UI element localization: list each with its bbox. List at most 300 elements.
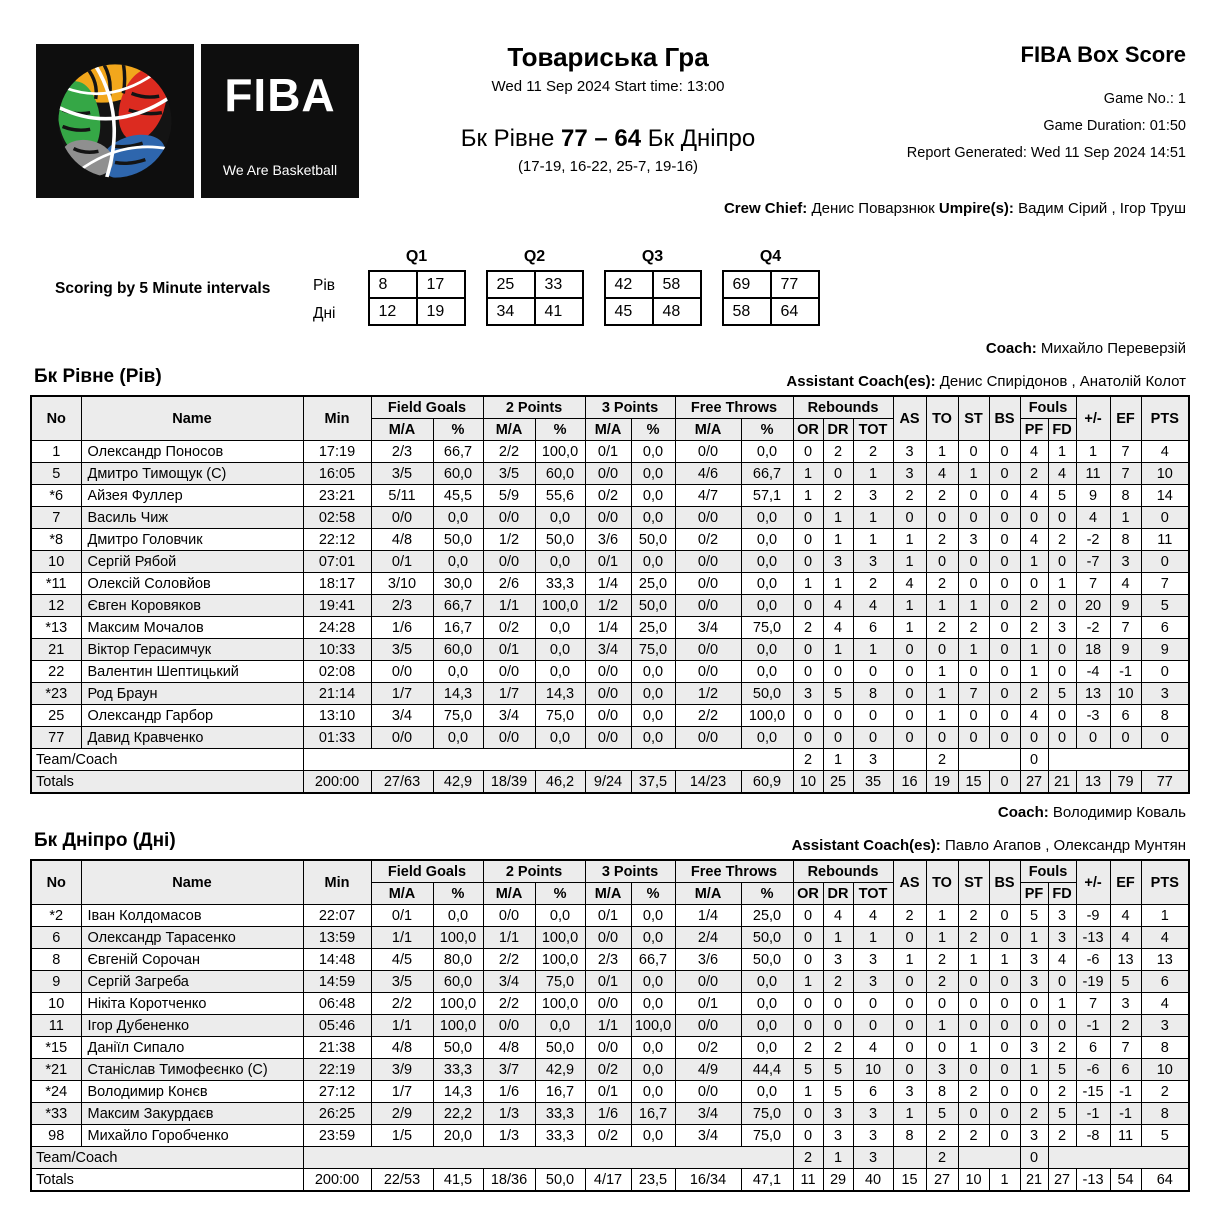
stat-cell: 6 xyxy=(1141,617,1189,639)
stat-cell: 25,0 xyxy=(741,905,793,927)
player-no-cell: 77 xyxy=(31,727,81,749)
player-name-cell: Михайло Горобченко xyxy=(81,1125,303,1147)
stat-cell: 10 xyxy=(1110,683,1141,705)
col-st: ST xyxy=(958,860,989,905)
stat-cell: 0 xyxy=(1048,971,1076,993)
stat-cell: 0 xyxy=(989,1125,1020,1147)
stat-cell: 5 xyxy=(1141,595,1189,617)
stat-cell: 0/0 xyxy=(675,727,741,749)
totals-stat-cell: 18/39 xyxy=(483,771,535,794)
stat-cell: 1 xyxy=(893,949,926,971)
stat-cell: 7 xyxy=(1141,573,1189,595)
stat-cell: -1 xyxy=(1110,1081,1141,1103)
assistant-label: Assistant Coach(es): xyxy=(791,837,941,854)
report-meta xyxy=(907,42,1186,167)
stat-cell: 66,7 xyxy=(433,441,483,463)
stat-cell: 4 xyxy=(1020,485,1048,507)
totals-stat-cell: 54 xyxy=(1110,1169,1141,1192)
player-row xyxy=(31,1125,1189,1147)
team-section-home xyxy=(30,340,1186,794)
stat-cell: 0/1 xyxy=(371,551,433,573)
stat-cell: 0,0 xyxy=(741,595,793,617)
col-bs: BS xyxy=(989,396,1020,441)
player-row xyxy=(31,683,1189,705)
score-cell: 48 xyxy=(653,298,701,325)
totals-stat-cell: 27/63 xyxy=(371,771,433,794)
col-as: AS xyxy=(893,396,926,441)
stat-cell: 1/6 xyxy=(483,1081,535,1103)
stat-cell: 0/0 xyxy=(675,661,741,683)
stat-cell: 0,0 xyxy=(741,1037,793,1059)
col-tot: TOT xyxy=(853,883,893,905)
stat-cell: 20,0 xyxy=(433,1125,483,1147)
stat-cell: 0/1 xyxy=(483,639,535,661)
stat-cell: 11 xyxy=(1141,529,1189,551)
stat-cell: 0/0 xyxy=(675,639,741,661)
stat-cell: 75,0 xyxy=(741,1125,793,1147)
stat-cell: 2 xyxy=(893,905,926,927)
stat-cell: 02:08 xyxy=(303,661,371,683)
stat-cell: 100,0 xyxy=(433,927,483,949)
stat-cell: 8 xyxy=(926,1081,958,1103)
col-fd: FD xyxy=(1048,419,1076,441)
stat-cell: 0 xyxy=(1020,993,1048,1015)
stat-cell: 0/1 xyxy=(585,1081,631,1103)
player-no-cell: 21 xyxy=(31,639,81,661)
stat-cell: 0 xyxy=(793,441,823,463)
coach-label: Coach: xyxy=(985,340,1037,357)
col-three-points: 3 Points xyxy=(585,396,675,419)
stat-cell: 0/0 xyxy=(483,1015,535,1037)
stat-cell: 3/4 xyxy=(371,705,433,727)
col-3p-ma: M/A xyxy=(585,883,631,905)
stat-cell: 0 xyxy=(989,639,1020,661)
stat-cell: 0 xyxy=(1020,1147,1048,1169)
player-no-cell: 10 xyxy=(31,993,81,1015)
stat-cell: 3/5 xyxy=(371,463,433,485)
stat-cell: 8 xyxy=(1141,705,1189,727)
coach-label: Coach: xyxy=(997,804,1049,821)
col-min: Min xyxy=(303,396,371,441)
stat-cell: 0,0 xyxy=(631,927,675,949)
stat-cell: 100,0 xyxy=(535,993,585,1015)
stat-cell: 3/9 xyxy=(371,1059,433,1081)
col-dr: DR xyxy=(823,419,853,441)
stat-cell: 2/3 xyxy=(371,595,433,617)
player-no-cell: *23 xyxy=(31,683,81,705)
player-row xyxy=(31,971,1189,993)
stat-cell: 7 xyxy=(958,683,989,705)
stat-cell: 0 xyxy=(793,927,823,949)
stat-cell: 4/6 xyxy=(675,463,741,485)
stat-cell: 0 xyxy=(989,573,1020,595)
col-rebounds: Rebounds xyxy=(793,860,893,883)
stat-cell: 66,7 xyxy=(631,949,675,971)
stat-cell: 5 xyxy=(823,1081,853,1103)
stat-cell: 10 xyxy=(1141,1059,1189,1081)
stat-cell: 0/0 xyxy=(585,727,631,749)
player-name-cell: Володимир Конєв xyxy=(81,1081,303,1103)
stat-cell: 8 xyxy=(893,1125,926,1147)
assistant-names: Павло Агапов , Олександр Мунтян xyxy=(944,837,1186,854)
player-name-cell: Валентин Шептицький xyxy=(81,661,303,683)
stat-cell: 4 xyxy=(1048,949,1076,971)
totals-stat-cell: 25 xyxy=(823,771,853,794)
stat-cell: 4 xyxy=(823,595,853,617)
col-or: OR xyxy=(793,883,823,905)
empty-cell xyxy=(893,749,926,771)
stat-cell: 3 xyxy=(1110,551,1141,573)
stat-cell: 2/6 xyxy=(483,573,535,595)
stat-cell: 0 xyxy=(823,993,853,1015)
stat-cell: 11 xyxy=(1110,1125,1141,1147)
col-ef: EF xyxy=(1110,860,1141,905)
stat-cell: 4 xyxy=(1110,905,1141,927)
stat-cell: 0 xyxy=(793,595,823,617)
stat-cell: 3 xyxy=(853,1125,893,1147)
stat-cell: 100,0 xyxy=(433,993,483,1015)
stat-cell: 0 xyxy=(958,441,989,463)
totals-stat-cell: 46,2 xyxy=(535,771,585,794)
stat-cell: 0/1 xyxy=(585,905,631,927)
totals-stat-cell: 60,9 xyxy=(741,771,793,794)
stat-cell: 0,0 xyxy=(433,905,483,927)
stat-cell: 4/7 xyxy=(675,485,741,507)
stat-cell: -19 xyxy=(1076,971,1110,993)
score-separator: – xyxy=(594,125,608,152)
stat-cell: 9 xyxy=(1110,595,1141,617)
stat-cell: 2 xyxy=(958,1081,989,1103)
stat-cell: 1 xyxy=(853,639,893,661)
stat-cell: 0 xyxy=(989,971,1020,993)
score-cell: 17 xyxy=(417,271,465,298)
stat-cell: 5 xyxy=(926,1103,958,1125)
stat-cell: 0/0 xyxy=(675,1081,741,1103)
stat-cell: 1 xyxy=(1076,441,1110,463)
stat-cell: 5 xyxy=(1048,485,1076,507)
player-row xyxy=(31,485,1189,507)
stat-cell: 75,0 xyxy=(535,705,585,727)
stat-cell: 3 xyxy=(1141,683,1189,705)
stat-cell: 1/2 xyxy=(585,595,631,617)
col-pf: PF xyxy=(1020,883,1048,905)
stat-cell: 8 xyxy=(1110,529,1141,551)
stat-cell: 0/1 xyxy=(585,441,631,463)
stat-cell: 0 xyxy=(958,1103,989,1125)
stat-cell: 2 xyxy=(823,441,853,463)
stat-cell: 75,0 xyxy=(535,971,585,993)
stat-cell: 2 xyxy=(1020,463,1048,485)
stat-cell: 13:59 xyxy=(303,927,371,949)
stat-cell: 1 xyxy=(853,927,893,949)
stat-cell: 4 xyxy=(823,617,853,639)
stat-cell: 33,3 xyxy=(433,1059,483,1081)
player-row xyxy=(31,993,1189,1015)
stat-cell: 1 xyxy=(1110,507,1141,529)
stat-cell: 23:21 xyxy=(303,485,371,507)
stat-cell: 16,7 xyxy=(433,617,483,639)
player-name-cell: Максим Мочалов xyxy=(81,617,303,639)
stat-cell: 21:38 xyxy=(303,1037,371,1059)
game-duration-line: Game Duration: 01:50 xyxy=(1043,118,1186,134)
home-team-name: Бк Рівне xyxy=(460,125,555,152)
stat-cell: 26:25 xyxy=(303,1103,371,1125)
stat-cell: 0/2 xyxy=(585,1125,631,1147)
stat-cell: -15 xyxy=(1076,1081,1110,1103)
stat-cell: 0 xyxy=(989,683,1020,705)
stat-cell: 0 xyxy=(1048,1015,1076,1037)
score-cell: 41 xyxy=(535,298,583,325)
stat-cell: 10 xyxy=(1141,463,1189,485)
stat-cell: 75,0 xyxy=(741,1103,793,1125)
stat-cell: 3/4 xyxy=(585,639,631,661)
stat-cell: 0/0 xyxy=(483,551,535,573)
score-cell: 19 xyxy=(417,298,465,325)
report-header xyxy=(0,0,1216,232)
scoring-q2 xyxy=(486,248,584,326)
stat-cell: 1 xyxy=(926,661,958,683)
stat-cell: 4 xyxy=(1020,705,1048,727)
stat-cell: -7 xyxy=(1076,551,1110,573)
stat-cell: 0,0 xyxy=(741,639,793,661)
stat-cell: 0/1 xyxy=(371,905,433,927)
stat-cell: 0 xyxy=(793,949,823,971)
stat-cell: 1 xyxy=(893,617,926,639)
stat-cell: 13 xyxy=(1141,949,1189,971)
stat-cell: -6 xyxy=(1076,1059,1110,1081)
team-coach-label: Team/Coach xyxy=(31,1147,303,1169)
totals-stat-cell: 19 xyxy=(926,771,958,794)
stat-cell: 1/4 xyxy=(585,617,631,639)
player-name-cell: Род Браун xyxy=(81,683,303,705)
stat-cell: 4 xyxy=(853,905,893,927)
stat-cell: 0 xyxy=(793,551,823,573)
stat-cell: 0,0 xyxy=(631,507,675,529)
stat-cell: 0 xyxy=(793,661,823,683)
stat-cell: 2 xyxy=(853,573,893,595)
stat-cell: 9 xyxy=(1110,639,1141,661)
totals-stat-cell: 14/23 xyxy=(675,771,741,794)
stat-cell: 3/6 xyxy=(585,529,631,551)
away-assistant-line xyxy=(792,837,1186,854)
stat-cell: 1 xyxy=(793,485,823,507)
stat-cell: 0,0 xyxy=(741,573,793,595)
stat-cell: 3/6 xyxy=(675,949,741,971)
stat-cell: 0 xyxy=(989,1103,1020,1125)
player-no-cell: 10 xyxy=(31,551,81,573)
stat-cell: 2/2 xyxy=(483,993,535,1015)
stat-cell: 0 xyxy=(893,683,926,705)
stat-cell: 0 xyxy=(989,1037,1020,1059)
stat-cell: 0 xyxy=(958,705,989,727)
player-row xyxy=(31,595,1189,617)
away-team-title: Бк Дніпро (Дні) xyxy=(34,830,176,851)
stat-cell: 3 xyxy=(893,463,926,485)
stat-cell: -3 xyxy=(1076,705,1110,727)
col-fg-pct: % xyxy=(433,419,483,441)
player-no-cell: 1 xyxy=(31,441,81,463)
col-rebounds: Rebounds xyxy=(793,396,893,419)
stat-cell: 3/4 xyxy=(483,971,535,993)
stat-cell: 3 xyxy=(926,1059,958,1081)
stat-cell: 0,0 xyxy=(535,905,585,927)
totals-stat-cell: 18/36 xyxy=(483,1169,535,1192)
totals-stat-cell: 200:00 xyxy=(303,1169,371,1192)
stat-cell: 0 xyxy=(823,661,853,683)
stat-cell: 0,0 xyxy=(741,661,793,683)
stat-cell: -1 xyxy=(1110,661,1141,683)
q3-label: Q3 xyxy=(641,248,664,265)
stat-cell: 1 xyxy=(853,463,893,485)
stat-cell: 0 xyxy=(853,727,893,749)
totals-stat-cell: 27 xyxy=(1020,771,1048,794)
stat-cell: 0 xyxy=(1048,661,1076,683)
stat-cell: 0,0 xyxy=(535,551,585,573)
totals-stat-cell: 15 xyxy=(893,1169,926,1192)
team-coach-label: Team/Coach xyxy=(31,749,303,771)
stat-cell: 0,0 xyxy=(741,1015,793,1037)
totals-stat-cell: 50,0 xyxy=(535,1169,585,1192)
stat-cell: 0 xyxy=(958,661,989,683)
final-score-line xyxy=(368,125,848,153)
stat-cell: 2 xyxy=(793,1037,823,1059)
stat-cell: 50,0 xyxy=(433,529,483,551)
score-cell: 69 xyxy=(723,271,771,298)
player-no-cell: 25 xyxy=(31,705,81,727)
stat-cell: 0,0 xyxy=(631,705,675,727)
stat-cell: -1 xyxy=(1076,1015,1110,1037)
away-team-score: 64 xyxy=(614,125,642,152)
stat-cell: 3 xyxy=(1110,993,1141,1015)
stat-cell: 0/0 xyxy=(585,1037,631,1059)
away-coach-line xyxy=(30,804,1186,826)
stat-cell: 14 xyxy=(1141,485,1189,507)
score-cell: 12 xyxy=(369,298,417,325)
stat-cell: 2 xyxy=(926,971,958,993)
stat-cell: 0,0 xyxy=(535,727,585,749)
stat-cell: 1 xyxy=(926,905,958,927)
col-field-goals: Field Goals xyxy=(371,396,483,419)
stat-cell: 2/3 xyxy=(585,949,631,971)
stat-cell: 06:48 xyxy=(303,993,371,1015)
report-title: FIBA Box Score xyxy=(1020,42,1186,67)
player-row xyxy=(31,441,1189,463)
officials-line xyxy=(724,200,1186,217)
totals-stat-cell: 42,9 xyxy=(433,771,483,794)
totals-stat-cell: 40 xyxy=(853,1169,893,1192)
stat-cell: 2 xyxy=(793,617,823,639)
stat-cell: 0/0 xyxy=(483,905,535,927)
stat-cell: 2/9 xyxy=(371,1103,433,1125)
stat-cell: 7 xyxy=(1110,617,1141,639)
crew-chief-name: Денис Поварзнюк xyxy=(811,200,935,217)
home-team-score: 77 xyxy=(561,125,588,152)
stat-cell: 1/1 xyxy=(371,1015,433,1037)
stat-cell: 3 xyxy=(823,1125,853,1147)
stat-cell: 33,3 xyxy=(535,1103,585,1125)
player-no-cell: *2 xyxy=(31,905,81,927)
stat-cell: 0 xyxy=(958,1059,989,1081)
home-stats-table xyxy=(30,395,1190,794)
stat-cell: 50,0 xyxy=(433,1037,483,1059)
player-row xyxy=(31,617,1189,639)
stat-cell: 05:46 xyxy=(303,1015,371,1037)
stat-cell: 0 xyxy=(893,993,926,1015)
player-row xyxy=(31,1037,1189,1059)
stat-cell: -1 xyxy=(1110,1103,1141,1125)
stat-cell: 2 xyxy=(926,949,958,971)
totals-label: Totals xyxy=(31,771,303,794)
player-name-cell: Максим Закурдаєв xyxy=(81,1103,303,1125)
stat-cell: 2 xyxy=(926,1125,958,1147)
stat-cell: 2 xyxy=(1048,1037,1076,1059)
stat-cell: 1 xyxy=(926,441,958,463)
stat-cell: 0 xyxy=(958,507,989,529)
game-datetime: Wed 11 Sep 2024 Start time: 13:00 xyxy=(491,78,725,95)
stat-cell: 1 xyxy=(926,927,958,949)
stat-cell: 1/1 xyxy=(483,927,535,949)
totals-stat-cell: 35 xyxy=(853,771,893,794)
col-free-throws: Free Throws xyxy=(675,860,793,883)
stat-cell: 0 xyxy=(958,485,989,507)
col-ft-ma: M/A xyxy=(675,883,741,905)
col-pts: PTS xyxy=(1141,396,1189,441)
stat-cell: 2/2 xyxy=(483,949,535,971)
home-team-title: Бк Рівне (Рів) xyxy=(34,366,162,387)
player-row xyxy=(31,1059,1189,1081)
stat-cell: 0 xyxy=(893,1037,926,1059)
player-no-cell: *15 xyxy=(31,1037,81,1059)
stat-cell: 0 xyxy=(989,1081,1020,1103)
player-no-cell: 7 xyxy=(31,507,81,529)
stat-cell: 0/1 xyxy=(675,993,741,1015)
stat-cell: 100,0 xyxy=(741,705,793,727)
player-name-cell: Іван Колдомасов xyxy=(81,905,303,927)
stat-cell: 1 xyxy=(926,705,958,727)
player-row xyxy=(31,639,1189,661)
team-coach-row xyxy=(31,749,1189,771)
stat-cell: 57,1 xyxy=(741,485,793,507)
stat-cell: 0 xyxy=(893,639,926,661)
stat-cell: 0/0 xyxy=(483,507,535,529)
stat-cell: 4 xyxy=(1141,441,1189,463)
stat-cell: 22:12 xyxy=(303,529,371,551)
stat-cell: 0 xyxy=(989,905,1020,927)
player-name-cell: Євген Коровяков xyxy=(81,595,303,617)
stat-cell: 0 xyxy=(1141,727,1189,749)
stat-cell: 0,0 xyxy=(631,485,675,507)
stat-cell: 1 xyxy=(823,749,853,771)
stat-cell: 1 xyxy=(1048,441,1076,463)
stat-cell: 5 xyxy=(1048,1103,1076,1125)
stat-cell: -6 xyxy=(1076,949,1110,971)
stat-cell: 0 xyxy=(1020,507,1048,529)
stat-cell: 3/5 xyxy=(371,639,433,661)
stat-cell: 4/8 xyxy=(371,1037,433,1059)
col-ef: EF xyxy=(1110,396,1141,441)
stat-cell: 3 xyxy=(893,1081,926,1103)
totals-stat-cell: 41,5 xyxy=(433,1169,483,1192)
stat-cell: 7 xyxy=(1110,463,1141,485)
stat-cell: 1 xyxy=(823,639,853,661)
stat-cell: 0 xyxy=(989,1059,1020,1081)
score-cell: 33 xyxy=(535,271,583,298)
stat-cell: 23:59 xyxy=(303,1125,371,1147)
stat-cell: 0,0 xyxy=(631,1059,675,1081)
player-row xyxy=(31,727,1189,749)
stat-cell: 1 xyxy=(989,949,1020,971)
stat-cell: 19:41 xyxy=(303,595,371,617)
